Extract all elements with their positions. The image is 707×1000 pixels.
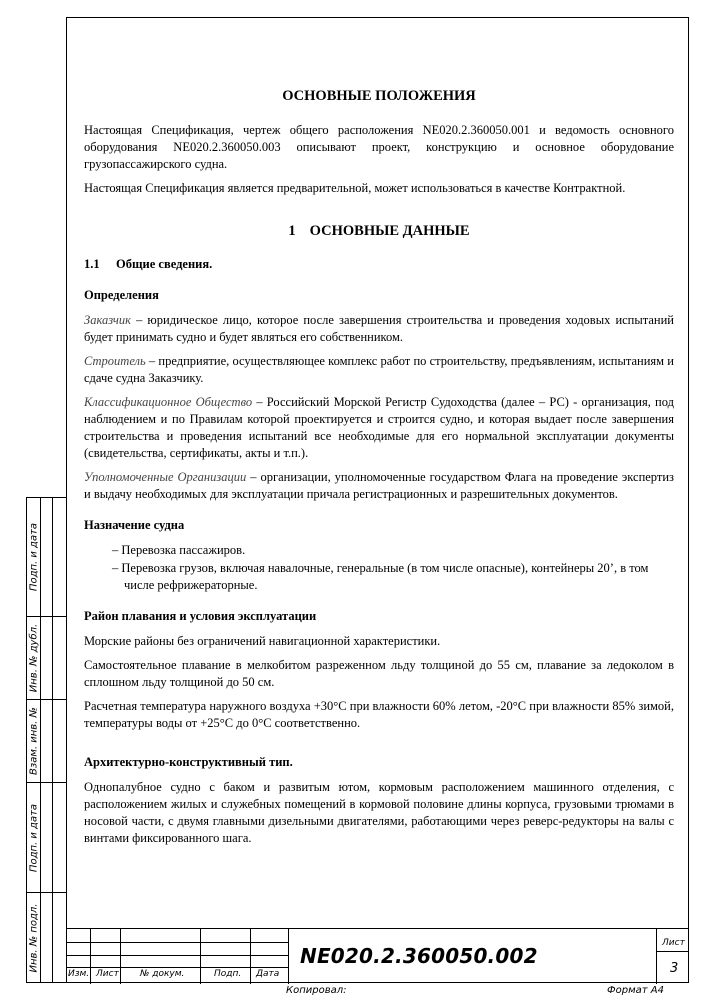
- definition-term: Заказчик: [84, 313, 131, 327]
- copied-by-label: Копировал:: [286, 985, 347, 996]
- stamp-label: Подп. и дата: [28, 803, 39, 872]
- col-signature: Подп.: [214, 969, 242, 979]
- stamp-label: Подп. и дата: [28, 522, 39, 592]
- architecture-paragraph: Однопалубное судно с баком и развитым ютом, кормовым расположением машинного отделения, с расположением жилых и служебных помещений в кормовой половине длины корпуса, грузовыми трюмами в носовой части, с двумя главными дизельными двигателями, работающими через реверс-редукторы на валы с винтами фиксированного шага.: [84, 780, 674, 845]
- list-item: – Перевозка пассажиров.: [112, 543, 246, 557]
- definition-term: Классификационное Общество: [84, 395, 253, 409]
- definition-term: Уполномоченные Организации: [84, 470, 247, 484]
- intro-paragraph-1: Настоящая Спецификация, чертеж общего расположения NE020.2.360050.001 и ведомость основного оборудования NE020.2.360050.003 описывают проект, конструкцию и основное оборудование грузопассажирского судна.: [84, 123, 674, 171]
- area-paragraph-2: Самостоятельное плавание в мелкобитом разреженном льду толщиной до 55 см, плавание за ледоколом в сплошном льду толщиной до 50 см.: [84, 658, 674, 689]
- list-item: – Перевозка грузов, включая навалочные, генеральные (в том числе опасные), контейнеры 20’, в том числе рефрижераторные.: [112, 561, 649, 592]
- definition-customer: [84, 312, 674, 346]
- definition-term: Строитель: [84, 354, 146, 368]
- purpose-list: [84, 542, 674, 594]
- sheet-label: Лист: [662, 938, 685, 948]
- definition-text: – предприятие, осуществляющее комплекс работ по строительству, предъявлениям, испытаниям и сдаче судна Заказчику.: [84, 354, 674, 385]
- stamp-cell-podp-data-2: [27, 782, 67, 892]
- sheet-number: 3: [670, 961, 679, 976]
- col-date: Дата: [256, 969, 280, 979]
- stamp-cell-podp-data: [27, 498, 67, 616]
- col-izm: Изм.: [68, 969, 90, 979]
- document-code: NE020.2.360050.002: [300, 944, 538, 968]
- definition-text: – организации, уполномоченные государством Флага на проведение экспертиз и выдачу необходимых для эксплуатации причала регистрационных и разрешительных документов.: [84, 470, 674, 501]
- subsection-number: 1.1: [84, 257, 100, 271]
- stamp-label: Инв. № подл.: [28, 903, 39, 973]
- architecture-heading: Архитектурно-конструктивный тип.: [84, 755, 293, 769]
- definition-class-society: [84, 394, 674, 462]
- stamp-label: Взам. инв. №: [28, 707, 39, 775]
- intro-paragraph-2: Настоящая Спецификация является предварительной, может использоваться в качестве Контрактной.: [84, 181, 626, 195]
- area-paragraph-3: Расчетная температура наружного воздуха +30°С при влажности 60% летом, -20°С при влажности 85% зимой, температуры воды от +25°С до 0°С соответственно.: [84, 699, 674, 730]
- stamp-label: Инв. № дубл.: [28, 623, 39, 693]
- definition-builder: [84, 353, 674, 387]
- section-title: ОСНОВНЫЕ ДАННЫЕ: [309, 223, 470, 239]
- area-paragraph-1: Морские районы без ограничений навигационной характеристики.: [84, 634, 441, 648]
- definition-authorized-orgs: [84, 469, 674, 503]
- definition-text: – Российский Морской Регистр Судоходства (далее – РС) - организация, под наблюдением и по Правилам которой проектируется и строится судно, и которая выдает после завершения строительства и проведения испытаний все необходимые для его нормальной эксплуатации документы (свидетельства, сертификаты, акты и т.п.).: [84, 395, 674, 460]
- intro-heading: ОСНОВНЫЕ ПОЛОЖЕНИЯ: [282, 88, 476, 104]
- definition-text: – юридическое лицо, которое после завершения строительства и проведения ходовых испытаний будет принимать судно и будет являться его собственником.: [84, 313, 674, 344]
- definitions-heading: Определения: [84, 288, 159, 302]
- section-number: 1: [288, 223, 296, 239]
- subsection-title: Общие сведения.: [116, 257, 213, 271]
- format-label: Формат А4: [607, 985, 664, 996]
- stamp-cell-inv-podl: [27, 892, 67, 983]
- side-stamp: [26, 497, 66, 983]
- area-heading: Район плавания и условия эксплуатации: [84, 609, 317, 623]
- section-1-heading: [84, 223, 674, 240]
- stamp-cell-inv-dubl: [27, 616, 67, 699]
- col-list: Лист: [96, 969, 119, 979]
- subsection-heading: [84, 256, 674, 273]
- purpose-heading: Назначение судна: [84, 518, 185, 532]
- stamp-cell-vzam-inv: [27, 699, 67, 782]
- col-doc-number: № докум.: [140, 969, 185, 979]
- document-body: [84, 88, 674, 854]
